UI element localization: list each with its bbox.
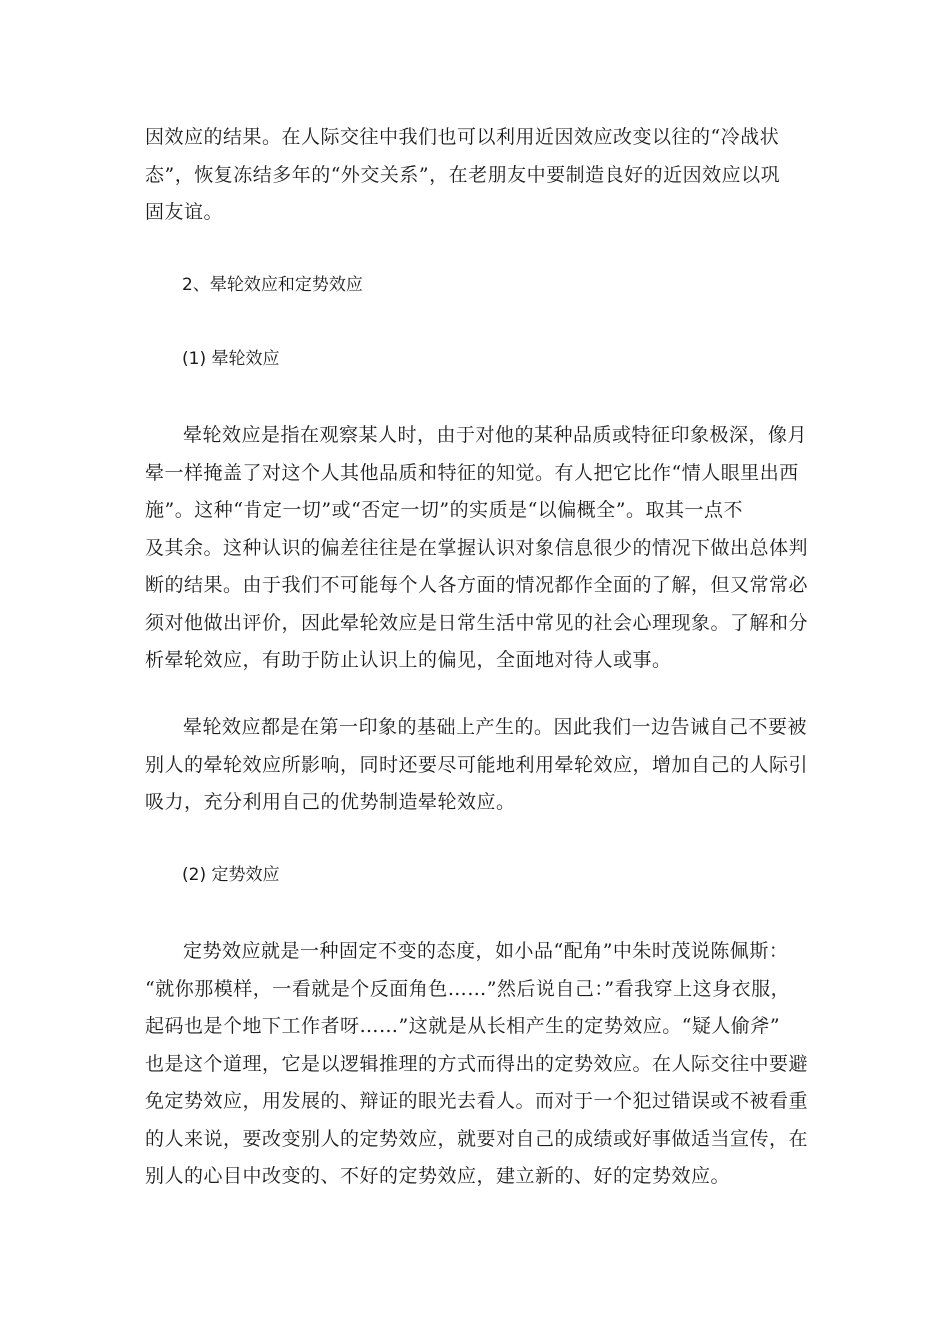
text-line: 定势效应就是一种固定不变的态度，如小品“配角”中朱时茂说陈佩斯： — [183, 940, 789, 962]
text-line: 晕轮效应是指在观察某人时，由于对他的某种品质或特征印象极深，像月 — [183, 424, 808, 446]
text-line: 也是这个道理，它是以逻辑推理的方式而得出的定势效应。在人际交往中要避 — [145, 1052, 809, 1075]
text-line: 断的结果。由于我们不可能每个人各方面的情况都作全面的了解，但又常常必 — [145, 574, 809, 596]
text-line: 因效应的结果。在人际交往中我们也可以利用近因效应改变以往的“冷战状 — [145, 126, 780, 148]
text-line: 晕轮效应都是在第一印象的基础上产生的。因此我们一边告诫自己不要被 — [183, 716, 808, 738]
text-line: 须对他做出评价，因此晕轮效应是日常生活中常见的社会心理现象。了解和分 — [145, 611, 809, 634]
text-line: 免定势效应，用发展的、辩证的眼光去看人。而对于一个犯过错误或不被看重 — [145, 1090, 809, 1112]
paragraph-stereotype — [145, 933, 821, 1196]
text-line: 吸力，充分利用自己的优势制造晕轮效应。 — [145, 791, 516, 813]
section-heading: 2、晕轮效应和定势效应 — [182, 275, 363, 295]
text-line: 晕一样掩盖了对这个人其他品质和特征的知觉。有人把它比作“情人眼里出西 — [145, 461, 799, 484]
text-line: 施”。这种“肯定一切”或“否定一切”的实质是“以偏概全”。取其一点不 — [145, 499, 743, 521]
paragraph-halo-usage — [145, 709, 821, 822]
text-line: 析晕轮效应，有助于防止认识上的偏见，全面地对待人或事。 — [145, 649, 672, 671]
text-line: “就你那模样，一看就是个反面角色……”然后说自己：”看我穿上这身衣服， — [145, 977, 791, 1000]
text-line: 别人的晕轮效应所影响，同时还要尽可能地利用晕轮效应，增加自己的人际引 — [145, 753, 809, 776]
text-line: 及其余。这种认识的偏差往往是在掌握认识对象信息很少的情况下做出总体判 — [145, 536, 809, 559]
text-line: 起码也是个地下工作者呀……”这就是从长相产生的定势效应。“疑人偷斧” — [145, 1015, 781, 1037]
text-line: 态”，恢复冻结多年的“外交关系”，在老朋友中要制造良好的近因效应以巩 — [145, 163, 781, 186]
text-line: 固友谊。 — [145, 201, 224, 223]
paragraph-halo-definition — [145, 417, 821, 680]
subsection-heading-stereotype: (2) 定势效应 — [182, 865, 280, 885]
text-line: 的人来说，要改变别人的定势效应，就要对自己的成绩或好事做适当宣传，在 — [145, 1127, 809, 1150]
text-line: 别人的心目中改变的、不好的定势效应，建立新的、好的定势效应。 — [145, 1165, 731, 1187]
paragraph-recency-effect-end — [145, 119, 821, 232]
subsection-heading-halo: (1) 晕轮效应 — [182, 349, 280, 369]
